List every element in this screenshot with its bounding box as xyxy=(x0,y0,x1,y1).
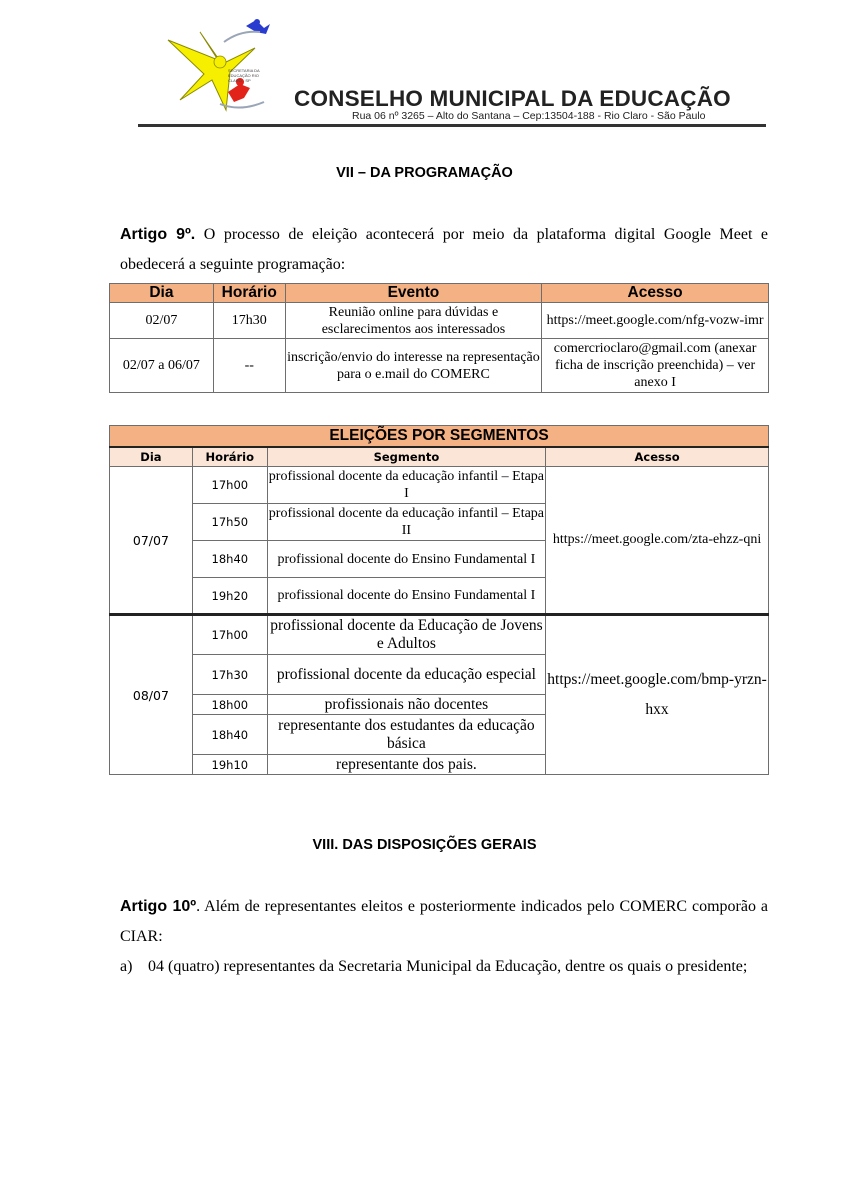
table-row xyxy=(110,467,769,504)
col-header-dia: Dia xyxy=(110,284,214,303)
artigo-9-paragraph xyxy=(120,220,768,280)
cell-segmento: profissional docente do Ensino Fundamental I xyxy=(267,578,545,615)
cell-dia: 02/07 xyxy=(110,303,214,339)
cell-dia: 07/07 xyxy=(110,467,193,615)
cell-acesso-email[interactable]: comercrioclaro@gmail.com (anexar ficha de inscrição preenchida) – ver anexo I xyxy=(542,339,769,393)
cell-segmento: profissionais não docentes xyxy=(267,695,545,715)
col-header-horario: Horário xyxy=(213,284,285,303)
cell-horario: 18h40 xyxy=(192,715,267,755)
table-title: ELEIÇÕES POR SEGMENTOS xyxy=(110,426,769,448)
cell-horario: 17h50 xyxy=(192,504,267,541)
cell-evento: inscrição/envio do interesse na representação para o e.mail do COMERC xyxy=(285,339,541,393)
artigo-9-label: Artigo 9º. xyxy=(120,226,196,243)
col-header-horario: Horário xyxy=(192,447,267,467)
cell-horario: 19h10 xyxy=(192,755,267,775)
list-item xyxy=(120,952,768,982)
cell-horario: 17h00 xyxy=(192,467,267,504)
cell-segmento: profissional docente da educação infantil – Etapa II xyxy=(267,504,545,541)
org-name: CONSELHO MUNICIPAL DA EDUCAÇÃO xyxy=(294,86,731,111)
cell-segmento: profissional docente da educação especial xyxy=(267,655,545,695)
cell-segmento: representante dos estudantes da educação básica xyxy=(267,715,545,755)
cell-acesso-link[interactable]: https://meet.google.com/nfg-vozw-imr xyxy=(542,303,769,339)
cell-evento: Reunião online para dúvidas e esclarecimentos aos interessados xyxy=(285,303,541,339)
cell-acesso-link[interactable]: https://meet.google.com/bmp-yrzn-hxx xyxy=(546,615,769,775)
list-item-text: 04 (quatro) representantes da Secretaria Municipal da Educação, dentre os quais o presidente; xyxy=(148,958,748,975)
artigo-9-text: O processo de eleição acontecerá por meio da plataforma digital Google Meet e obedecerá a seguinte programação: xyxy=(120,226,769,273)
cell-acesso-link[interactable]: https://meet.google.com/zta-ehzz-qni xyxy=(546,467,769,615)
table-row xyxy=(110,615,769,655)
table-row xyxy=(110,339,769,393)
artigo-10-label: Artigo 10º xyxy=(120,898,197,915)
letterhead xyxy=(0,0,849,135)
list-marker: a) xyxy=(120,958,133,975)
org-address: Rua 06 nº 3265 – Alto do Santana – Cep:13504-188 - Rio Claro - São Paulo xyxy=(352,110,706,122)
table-title-row xyxy=(110,426,769,448)
cell-segmento: representante dos pais. xyxy=(267,755,545,775)
col-header-evento: Evento xyxy=(285,284,541,303)
cell-horario: 19h20 xyxy=(192,578,267,615)
logo-caption: SECRETARIA DA EDUCAÇÃO RIO CLARO - SP xyxy=(228,68,260,83)
table-row xyxy=(110,303,769,339)
cell-segmento: profissional docente da Educação de Jovens e Adultos xyxy=(267,615,545,655)
table-header-row xyxy=(110,284,769,303)
section-title-viii: VIII. DAS DISPOSIÇÕES GERAIS xyxy=(312,837,537,853)
col-header-acesso: Acesso xyxy=(546,447,769,467)
cell-horario: 18h00 xyxy=(192,695,267,715)
col-header-dia: Dia xyxy=(110,447,193,467)
cell-horario: 17h30 xyxy=(192,655,267,695)
header-divider xyxy=(138,124,766,127)
col-header-segmento: Segmento xyxy=(267,447,545,467)
cell-horario: 17h30 xyxy=(213,303,285,339)
table-header-row xyxy=(110,447,769,467)
cell-dia: 02/07 a 06/07 xyxy=(110,339,214,393)
artigo-10-paragraph xyxy=(120,892,768,952)
cell-horario: -- xyxy=(213,339,285,393)
cell-segmento: profissional docente da educação infantil – Etapa I xyxy=(267,467,545,504)
cell-horario: 17h00 xyxy=(192,615,267,655)
eleicoes-segmentos-table xyxy=(109,425,769,775)
col-header-acesso: Acesso xyxy=(542,284,769,303)
artigo-10-text: . Além de representantes eleitos e posteriormente indicados pelo COMERC comporão a CIAR: xyxy=(120,898,769,945)
cell-horario: 18h40 xyxy=(192,541,267,578)
cell-dia: 08/07 xyxy=(110,615,193,775)
section-title-vii: VII – DA PROGRAMAÇÃO xyxy=(336,165,513,181)
cell-segmento: profissional docente do Ensino Fundamental I xyxy=(267,541,545,578)
programacao-table xyxy=(109,283,769,393)
